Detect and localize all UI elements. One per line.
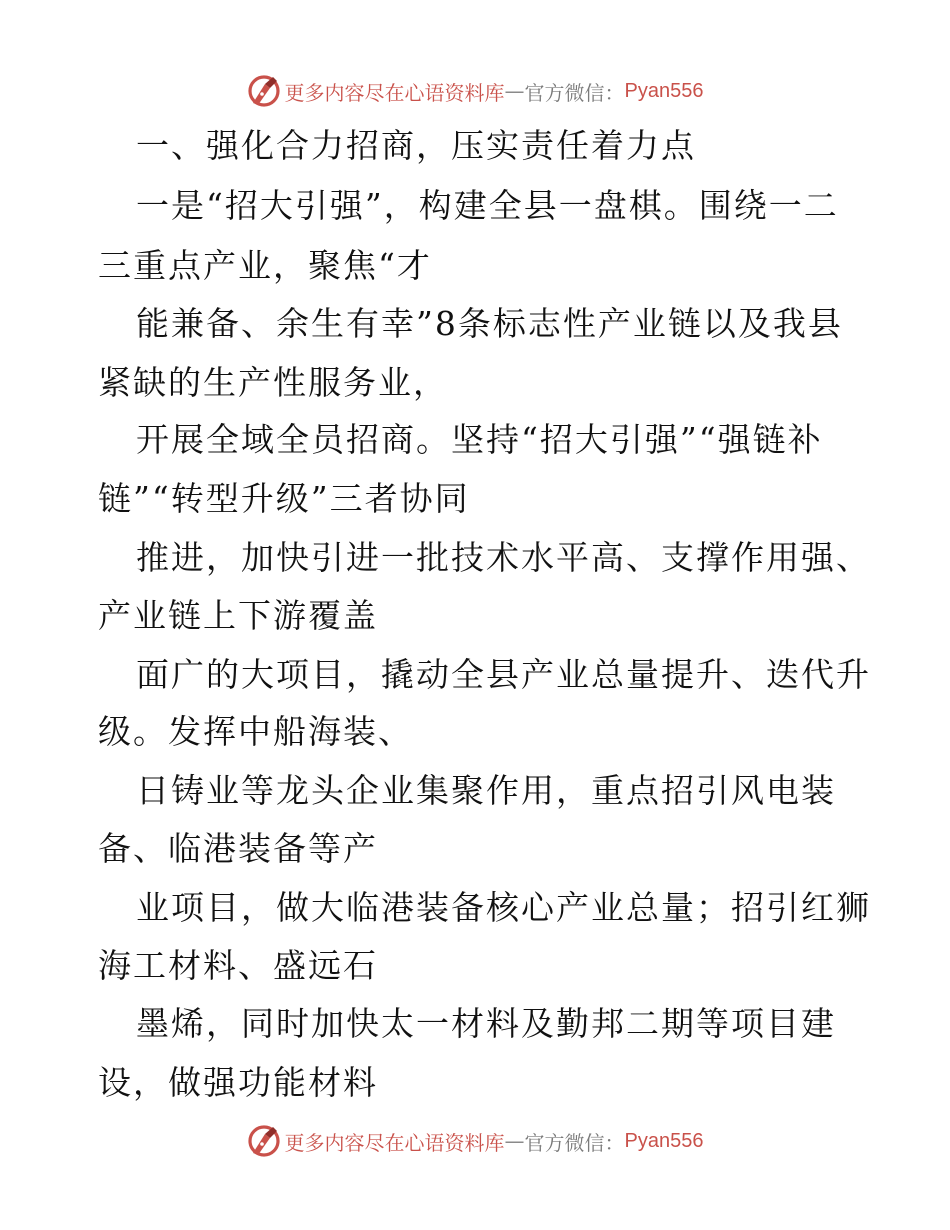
paragraph-line: 能兼备、余生有幸”8条标志性产业链以及我县 (136, 304, 843, 343)
paragraph-line: 一是“招大引强”，构建全县一盘棋。围绕一二 (136, 186, 839, 225)
paragraph-line: 紧缺的生产性服务业， (98, 363, 448, 402)
watermark-footer (0, 1121, 950, 1161)
watermark-brand: 更多内容尽在心语资料库 (284, 80, 505, 105)
paragraph-line: 备、临港装备等产 (98, 829, 378, 868)
paragraph-line: 产业链上下游覆盖 (98, 596, 378, 635)
watermark-official-label: 官方微信： (524, 80, 625, 105)
paragraph-line: 海工材料、盛远石 (98, 946, 378, 985)
paragraph-line: 设，做强功能材料 (98, 1063, 378, 1102)
section-heading: 一、强化合力招商，压实责任着力点 (136, 126, 696, 165)
paragraph-line: 链”“转型升级”三者协同 (98, 479, 470, 518)
paragraph-line: 开展全域全员招商。坚持“招大引强”“强链补 (136, 420, 823, 459)
paragraph-line: 三重点产业，聚焦“才 (98, 246, 432, 285)
paragraph-line: 级。发挥中船海装、 (98, 712, 413, 751)
paragraph-line: 业项目，做大临港装备核心产业总量；招引红狮 (136, 888, 871, 927)
paragraph-line: 墨烯，同时加快太一材料及勤邦二期等项目建 (136, 1004, 836, 1043)
watermark-separator: — (504, 79, 525, 103)
watermark-official-label: 官方微信： (524, 1130, 625, 1155)
watermark-separator: — (504, 1129, 525, 1153)
paragraph-line: 日铸业等龙头企业集聚作用，重点招引风电装 (136, 771, 836, 810)
pen-nib-circle-icon (247, 1124, 281, 1158)
watermark-brand: 更多内容尽在心语资料库 (284, 1130, 505, 1155)
watermark-wechat-id: Pyan556 (624, 1129, 704, 1152)
paragraph-line: 面广的大项目，撬动全县产业总量提升、迭代升 (136, 655, 871, 694)
paragraph-line: 推进，加快引进一批技术水平高、支撑作用强、 (136, 538, 871, 577)
watermark-wechat-id: Pyan556 (624, 79, 704, 102)
